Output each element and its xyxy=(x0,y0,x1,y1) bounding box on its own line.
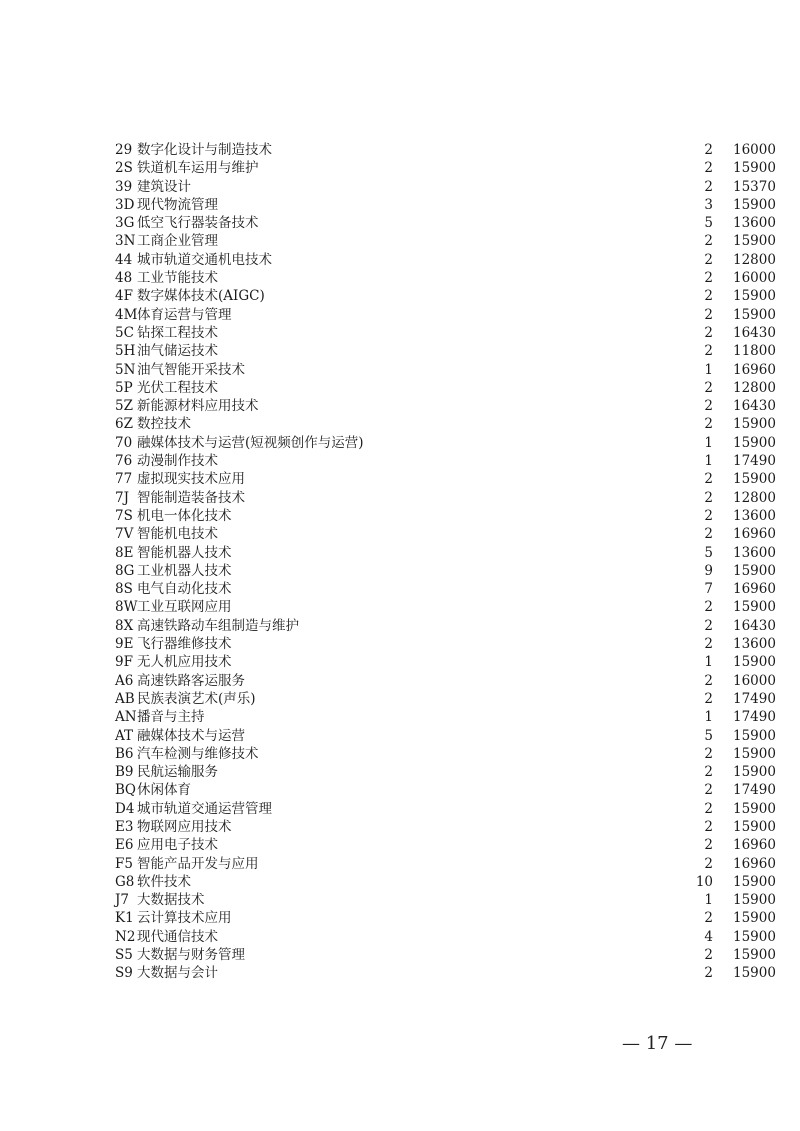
program-name: 数控技术 xyxy=(137,416,191,433)
plan-count: 5 xyxy=(704,544,713,561)
list-item xyxy=(115,214,776,232)
program-code: S5 xyxy=(115,947,133,964)
tuition-fee: 15900 xyxy=(733,196,776,213)
program-name: 汽车检测与维修技术 xyxy=(137,745,259,762)
tuition-fee: 13600 xyxy=(733,507,776,524)
list-item xyxy=(115,159,776,177)
program-name: 应用电子技术 xyxy=(137,837,218,854)
program-code: 77 xyxy=(115,471,133,488)
program-code: 5P xyxy=(115,379,133,396)
program-name: 新能源材料应用技术 xyxy=(137,398,259,415)
plan-count: 2 xyxy=(704,617,713,634)
program-name: 钻探工程技术 xyxy=(137,324,218,341)
page-number: — 17 — xyxy=(622,1033,693,1054)
list-item xyxy=(115,544,776,562)
plan-count: 2 xyxy=(704,306,713,323)
program-code: AT xyxy=(115,727,134,744)
program-name: 工业机器人技术 xyxy=(137,562,232,579)
tuition-fee: 12800 xyxy=(733,251,776,268)
program-name: 播音与主持 xyxy=(137,709,205,726)
program-name: 铁道机车运用与维护 xyxy=(137,160,259,177)
program-code: 44 xyxy=(115,251,133,268)
program-name: 软件技术 xyxy=(137,873,191,890)
program-code: 5C xyxy=(115,324,134,341)
tuition-fee: 15900 xyxy=(733,471,776,488)
program-name: 城市轨道交通运营管理 xyxy=(137,800,272,817)
plan-count: 3 xyxy=(704,196,713,213)
list-item xyxy=(115,653,776,671)
plan-count: 2 xyxy=(704,745,713,762)
plan-count: 2 xyxy=(704,324,713,341)
program-code: 48 xyxy=(115,270,133,287)
program-name: 体育运营与管理 xyxy=(137,306,232,323)
plan-count: 2 xyxy=(704,507,713,524)
list-item xyxy=(115,928,776,946)
list-item xyxy=(115,525,776,543)
list-item xyxy=(115,745,776,763)
program-name: 融媒体技术与运营(短视频创作与运营) xyxy=(137,434,364,451)
plan-count: 7 xyxy=(704,581,713,598)
list-item xyxy=(115,727,776,745)
list-item xyxy=(115,324,776,342)
list-item xyxy=(115,361,776,379)
plan-count: 1 xyxy=(704,709,713,726)
tuition-fee: 15900 xyxy=(733,910,776,927)
program-code: 5Z xyxy=(115,398,133,415)
program-name: 智能机电技术 xyxy=(137,526,218,543)
plan-count: 1 xyxy=(704,654,713,671)
tuition-fee: 13600 xyxy=(733,544,776,561)
plan-count: 2 xyxy=(704,599,713,616)
list-item xyxy=(115,342,776,360)
tuition-fee: 15900 xyxy=(733,800,776,817)
list-item xyxy=(115,434,776,452)
list-item xyxy=(115,617,776,635)
list-item xyxy=(115,763,776,781)
program-code: 7S xyxy=(115,507,133,524)
tuition-fee: 16000 xyxy=(733,142,776,158)
program-name: 大数据与财务管理 xyxy=(137,947,245,964)
list-item xyxy=(115,781,776,799)
list-item xyxy=(115,672,776,690)
program-code: 8E xyxy=(115,544,134,561)
plan-count: 2 xyxy=(704,672,713,689)
program-name: 飞行器维修技术 xyxy=(137,636,232,653)
tuition-fee: 15900 xyxy=(733,416,776,433)
program-name: 低空飞行器装备技术 xyxy=(137,215,259,232)
program-name: 工商企业管理 xyxy=(137,233,218,250)
program-code: 5N xyxy=(115,361,136,378)
list-item xyxy=(115,232,776,250)
tuition-fee: 15900 xyxy=(733,288,776,305)
tuition-fee: 16960 xyxy=(733,526,776,543)
tuition-fee: 16960 xyxy=(733,581,776,598)
list-item xyxy=(115,708,776,726)
tuition-fee: 15900 xyxy=(733,233,776,250)
program-list xyxy=(115,141,776,983)
tuition-fee: 15900 xyxy=(733,654,776,671)
list-item xyxy=(115,507,776,525)
tuition-fee: 15900 xyxy=(733,727,776,744)
list-item xyxy=(115,379,776,397)
list-item xyxy=(115,196,776,214)
program-code: G8 xyxy=(115,873,135,890)
program-name: 数字媒体技术(AIGC) xyxy=(137,288,265,305)
program-code: 7V xyxy=(115,526,134,543)
tuition-fee: 15900 xyxy=(733,745,776,762)
program-name: 建筑设计 xyxy=(137,178,191,195)
tuition-fee: 15900 xyxy=(733,947,776,964)
program-name: 工业互联网应用 xyxy=(137,599,232,616)
plan-count: 2 xyxy=(704,398,713,415)
list-item xyxy=(115,580,776,598)
program-name: 物联网应用技术 xyxy=(137,818,232,835)
program-code: 5H xyxy=(115,343,136,360)
tuition-fee: 11800 xyxy=(733,343,776,360)
plan-count: 2 xyxy=(704,526,713,543)
program-code: D4 xyxy=(115,800,135,817)
list-item xyxy=(115,635,776,653)
tuition-fee: 16000 xyxy=(733,270,776,287)
program-name: 高速铁路动车组制造与维护 xyxy=(137,617,299,634)
program-name: 融媒体技术与运营 xyxy=(137,727,245,744)
program-code: 2S xyxy=(115,160,133,177)
program-name: 大数据与会计 xyxy=(137,965,218,982)
list-item xyxy=(115,800,776,818)
tuition-fee: 15900 xyxy=(733,434,776,451)
plan-count: 2 xyxy=(704,800,713,817)
program-name: 虚拟现实技术应用 xyxy=(137,471,245,488)
plan-count: 2 xyxy=(704,160,713,177)
program-name: 机电一体化技术 xyxy=(137,507,232,524)
plan-count: 2 xyxy=(704,288,713,305)
program-name: 高速铁路客运服务 xyxy=(137,672,245,689)
program-code: BQ xyxy=(115,782,136,799)
program-code: 9F xyxy=(115,654,133,671)
plan-count: 5 xyxy=(704,215,713,232)
program-name: 智能制造装备技术 xyxy=(137,489,245,506)
plan-count: 5 xyxy=(704,727,713,744)
program-name: 电气自动化技术 xyxy=(137,581,232,598)
program-name: 油气储运技术 xyxy=(137,343,218,360)
list-item xyxy=(115,909,776,927)
tuition-fee: 15370 xyxy=(733,178,776,195)
plan-count: 2 xyxy=(704,636,713,653)
list-item xyxy=(115,287,776,305)
program-name: 民族表演艺术(声乐) xyxy=(137,690,256,707)
program-name: 城市轨道交通机电技术 xyxy=(137,251,272,268)
tuition-fee: 16000 xyxy=(733,672,776,689)
tuition-fee: 17490 xyxy=(733,782,776,799)
program-code: 76 xyxy=(115,453,133,470)
tuition-fee: 15900 xyxy=(733,892,776,909)
plan-count: 1 xyxy=(704,892,713,909)
program-code: AB xyxy=(115,690,135,707)
program-name: 现代物流管理 xyxy=(137,196,218,213)
list-item xyxy=(115,141,776,159)
program-code: 8S xyxy=(115,581,133,598)
plan-count: 1 xyxy=(704,361,713,378)
program-name: 工业节能技术 xyxy=(137,270,218,287)
list-item xyxy=(115,470,776,488)
plan-count: 2 xyxy=(704,837,713,854)
program-name: 民航运输服务 xyxy=(137,764,218,781)
plan-count: 9 xyxy=(704,562,713,579)
program-code: S9 xyxy=(115,965,133,982)
program-code: 8W xyxy=(115,599,138,616)
list-item xyxy=(115,306,776,324)
plan-count: 2 xyxy=(704,818,713,835)
program-name: 休闲体育 xyxy=(137,782,191,799)
program-code: B6 xyxy=(115,745,134,762)
tuition-fee: 12800 xyxy=(733,379,776,396)
list-item xyxy=(115,836,776,854)
plan-count: 2 xyxy=(704,471,713,488)
tuition-fee: 16430 xyxy=(733,398,776,415)
plan-count: 2 xyxy=(704,764,713,781)
program-code: 8G xyxy=(115,562,135,579)
tuition-fee: 16430 xyxy=(733,324,776,341)
plan-count: 1 xyxy=(704,434,713,451)
program-code: 6Z xyxy=(115,416,133,433)
plan-count: 2 xyxy=(704,251,713,268)
plan-count: 2 xyxy=(704,416,713,433)
list-item xyxy=(115,269,776,287)
list-item xyxy=(115,873,776,891)
plan-count: 2 xyxy=(704,855,713,872)
tuition-fee: 17490 xyxy=(733,709,776,726)
program-code: 70 xyxy=(115,434,133,451)
program-name: 云计算技术应用 xyxy=(137,910,232,927)
tuition-fee: 15900 xyxy=(733,965,776,982)
tuition-fee: 16960 xyxy=(733,837,776,854)
plan-count: 2 xyxy=(704,910,713,927)
program-code: 7J xyxy=(115,489,130,506)
tuition-fee: 15900 xyxy=(733,306,776,323)
list-item xyxy=(115,598,776,616)
plan-count: 1 xyxy=(704,453,713,470)
tuition-fee: 13600 xyxy=(733,636,776,653)
program-name: 光伏工程技术 xyxy=(137,379,218,396)
program-code: 39 xyxy=(115,178,133,195)
list-item xyxy=(115,946,776,964)
tuition-fee: 17490 xyxy=(733,453,776,470)
program-name: 数字化设计与制造技术 xyxy=(137,142,272,158)
tuition-fee: 15900 xyxy=(733,818,776,835)
tuition-fee: 16430 xyxy=(733,617,776,634)
plan-count: 2 xyxy=(704,965,713,982)
tuition-fee: 16960 xyxy=(733,855,776,872)
tuition-fee: 17490 xyxy=(733,690,776,707)
list-item xyxy=(115,397,776,415)
tuition-fee: 15900 xyxy=(733,873,776,890)
plan-count: 2 xyxy=(704,947,713,964)
list-item xyxy=(115,562,776,580)
list-item xyxy=(115,690,776,708)
list-item xyxy=(115,964,776,982)
tuition-fee: 15900 xyxy=(733,599,776,616)
program-name: 智能产品开发与应用 xyxy=(137,855,259,872)
program-code: F5 xyxy=(115,855,133,872)
program-code: A6 xyxy=(115,672,134,689)
program-code: 4F xyxy=(115,288,133,305)
tuition-fee: 12800 xyxy=(733,489,776,506)
program-code: 8X xyxy=(115,617,134,634)
list-item xyxy=(115,818,776,836)
program-name: 无人机应用技术 xyxy=(137,654,232,671)
program-code: AN xyxy=(115,709,137,726)
tuition-fee: 13600 xyxy=(733,215,776,232)
program-code: 4M xyxy=(115,306,138,323)
plan-count: 2 xyxy=(704,178,713,195)
plan-count: 2 xyxy=(704,142,713,158)
list-item xyxy=(115,855,776,873)
list-item xyxy=(115,251,776,269)
tuition-fee: 15900 xyxy=(733,928,776,945)
program-code: K1 xyxy=(115,910,134,927)
program-code: N2 xyxy=(115,928,136,945)
plan-count: 2 xyxy=(704,343,713,360)
program-code: 9E xyxy=(115,636,134,653)
tuition-fee: 16960 xyxy=(733,361,776,378)
tuition-fee: 15900 xyxy=(733,160,776,177)
tuition-fee: 15900 xyxy=(733,764,776,781)
plan-count: 2 xyxy=(704,270,713,287)
plan-count: 2 xyxy=(704,379,713,396)
program-code: B9 xyxy=(115,764,134,781)
list-item xyxy=(115,178,776,196)
program-code: 29 xyxy=(115,142,133,158)
plan-count: 2 xyxy=(704,489,713,506)
list-item xyxy=(115,415,776,433)
program-name: 现代通信技术 xyxy=(137,928,218,945)
list-item xyxy=(115,891,776,909)
program-code: 3D xyxy=(115,196,135,213)
plan-count: 4 xyxy=(704,928,713,945)
program-code: E3 xyxy=(115,818,134,835)
plan-count: 10 xyxy=(695,873,713,890)
program-code: 3N xyxy=(115,233,136,250)
program-code: J7 xyxy=(115,892,130,909)
plan-count: 2 xyxy=(704,782,713,799)
tuition-fee: 15900 xyxy=(733,562,776,579)
program-name: 智能机器人技术 xyxy=(137,544,232,561)
program-name: 动漫制作技术 xyxy=(137,453,218,470)
program-code: E6 xyxy=(115,837,134,854)
plan-count: 2 xyxy=(704,690,713,707)
plan-count: 2 xyxy=(704,233,713,250)
program-name: 大数据技术 xyxy=(137,892,205,909)
list-item xyxy=(115,489,776,507)
program-code: 3G xyxy=(115,215,135,232)
list-item xyxy=(115,452,776,470)
program-name: 油气智能开采技术 xyxy=(137,361,245,378)
